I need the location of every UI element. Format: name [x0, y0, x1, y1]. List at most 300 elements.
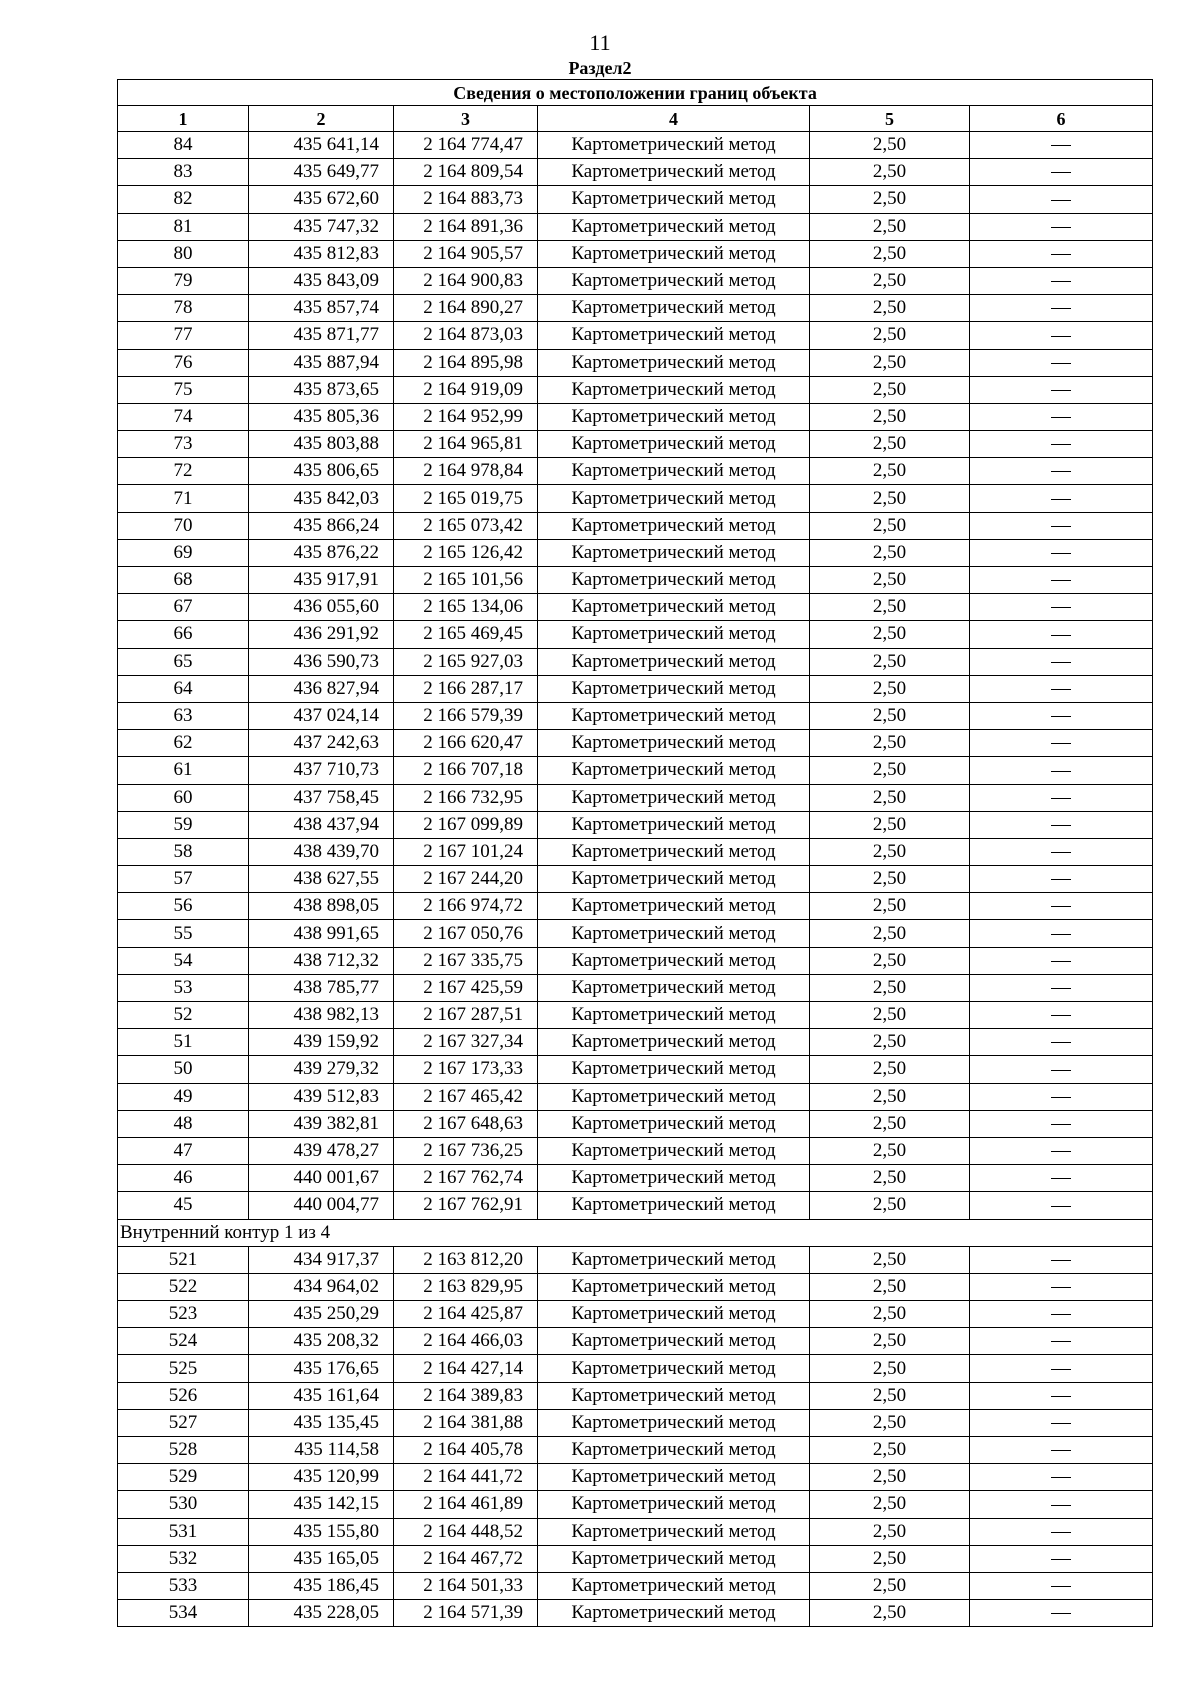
table-row: [118, 240, 1153, 267]
note-cell: [970, 1328, 1153, 1355]
accuracy-cell: 2,50: [810, 1437, 970, 1464]
table-row: [118, 920, 1153, 947]
table-row: [118, 702, 1153, 729]
y-coordinate-cell: 2 167 335,75: [394, 947, 538, 974]
accuracy-cell: 2,50: [810, 1165, 970, 1192]
x-coordinate-cell: 434 917,37: [249, 1246, 394, 1273]
method-cell: Картометрический метод: [538, 1192, 810, 1219]
table-row: [118, 947, 1153, 974]
note-cell: [970, 702, 1153, 729]
dash-mark: [1051, 1015, 1071, 1016]
y-coordinate-cell: 2 166 287,17: [394, 675, 538, 702]
point-number-cell: 51: [118, 1029, 249, 1056]
y-coordinate-cell: 2 164 405,78: [394, 1437, 538, 1464]
table-row: [118, 594, 1153, 621]
table-row: [118, 1572, 1153, 1599]
accuracy-cell: 2,50: [810, 621, 970, 648]
note-cell: [970, 920, 1153, 947]
method-cell: Картометрический метод: [538, 621, 810, 648]
dash-mark: [1051, 1151, 1071, 1152]
table-row: [118, 1029, 1153, 1056]
method-cell: Картометрический метод: [538, 893, 810, 920]
y-coordinate-cell: 2 165 927,03: [394, 648, 538, 675]
accuracy-cell: 2,50: [810, 322, 970, 349]
accuracy-cell: 2,50: [810, 159, 970, 186]
point-number-cell: 532: [118, 1545, 249, 1572]
method-cell: Картометрический метод: [538, 947, 810, 974]
accuracy-cell: 2,50: [810, 1110, 970, 1137]
x-coordinate-cell: 436 291,92: [249, 621, 394, 648]
y-coordinate-cell: 2 164 571,39: [394, 1600, 538, 1627]
note-cell: [970, 1002, 1153, 1029]
method-cell: Картометрический метод: [538, 512, 810, 539]
y-coordinate-cell: 2 166 707,18: [394, 757, 538, 784]
y-coordinate-cell: 2 167 736,25: [394, 1137, 538, 1164]
accuracy-cell: 2,50: [810, 376, 970, 403]
y-coordinate-cell: 2 167 050,76: [394, 920, 538, 947]
dash-mark: [1051, 471, 1071, 472]
method-cell: Картометрический метод: [538, 1545, 810, 1572]
y-coordinate-cell: 2 167 327,34: [394, 1029, 538, 1056]
y-coordinate-cell: 2 166 974,72: [394, 893, 538, 920]
x-coordinate-cell: 436 827,94: [249, 675, 394, 702]
dash-mark: [1051, 716, 1071, 717]
x-coordinate-cell: 435 857,74: [249, 295, 394, 322]
method-cell: Картометрический метод: [538, 431, 810, 458]
y-coordinate-cell: 2 163 829,95: [394, 1273, 538, 1300]
table-row: [118, 403, 1153, 430]
note-cell: [970, 1029, 1153, 1056]
method-cell: Картометрический метод: [538, 458, 810, 485]
x-coordinate-cell: 435 873,65: [249, 376, 394, 403]
accuracy-cell: 2,50: [810, 1382, 970, 1409]
note-cell: [970, 811, 1153, 838]
accuracy-cell: 2,50: [810, 512, 970, 539]
note-cell: [970, 1246, 1153, 1273]
table-row: [118, 267, 1153, 294]
table-row: [118, 811, 1153, 838]
note-cell: [970, 1355, 1153, 1382]
y-coordinate-cell: 2 164 905,57: [394, 240, 538, 267]
accuracy-cell: 2,50: [810, 431, 970, 458]
column-header: 4: [538, 106, 810, 132]
table-row: [118, 1382, 1153, 1409]
accuracy-cell: 2,50: [810, 186, 970, 213]
dash-mark: [1051, 1097, 1071, 1098]
dash-mark: [1051, 227, 1071, 228]
table-row: [118, 866, 1153, 893]
accuracy-cell: 2,50: [810, 1029, 970, 1056]
table-row: [118, 376, 1153, 403]
table-title-row: [118, 80, 1153, 106]
dash-mark: [1051, 1477, 1071, 1478]
dash-mark: [1051, 1423, 1071, 1424]
x-coordinate-cell: 435 161,64: [249, 1382, 394, 1409]
method-cell: Картометрический метод: [538, 648, 810, 675]
method-cell: Картометрический метод: [538, 1246, 810, 1273]
note-cell: [970, 784, 1153, 811]
y-coordinate-cell: 2 164 389,83: [394, 1382, 538, 1409]
table-row: [118, 838, 1153, 865]
note-cell: [970, 267, 1153, 294]
point-number-cell: 61: [118, 757, 249, 784]
x-coordinate-cell: 435 806,65: [249, 458, 394, 485]
note-cell: [970, 1437, 1153, 1464]
page-number: 11: [589, 30, 611, 55]
note-cell: [970, 132, 1153, 159]
dash-mark: [1051, 852, 1071, 853]
table-row: [118, 1301, 1153, 1328]
column-header-row: [118, 106, 1153, 132]
boundary-table: [117, 79, 1153, 1627]
table-row: [118, 1355, 1153, 1382]
table-row: [118, 1083, 1153, 1110]
point-number-cell: 529: [118, 1464, 249, 1491]
y-coordinate-cell: 2 167 099,89: [394, 811, 538, 838]
point-number-cell: 524: [118, 1328, 249, 1355]
x-coordinate-cell: 435 208,32: [249, 1328, 394, 1355]
dash-mark: [1051, 1613, 1071, 1614]
table-row: [118, 458, 1153, 485]
table-row: [118, 1437, 1153, 1464]
dash-mark: [1051, 200, 1071, 201]
x-coordinate-cell: 438 439,70: [249, 838, 394, 865]
note-cell: [970, 730, 1153, 757]
method-cell: Картометрический метод: [538, 159, 810, 186]
dash-mark: [1051, 906, 1071, 907]
boundary-table-body: [118, 80, 1153, 1627]
table-row: [118, 567, 1153, 594]
table-row: [118, 1246, 1153, 1273]
y-coordinate-cell: 2 164 873,03: [394, 322, 538, 349]
note-cell: [970, 1600, 1153, 1627]
table-row: [118, 539, 1153, 566]
y-coordinate-cell: 2 167 762,74: [394, 1165, 538, 1192]
point-number-cell: 527: [118, 1409, 249, 1436]
x-coordinate-cell: 435 165,05: [249, 1545, 394, 1572]
accuracy-cell: 2,50: [810, 920, 970, 947]
accuracy-cell: 2,50: [810, 757, 970, 784]
accuracy-cell: 2,50: [810, 784, 970, 811]
point-number-cell: 75: [118, 376, 249, 403]
table-row: [118, 1491, 1153, 1518]
point-number-cell: 56: [118, 893, 249, 920]
point-number-cell: 66: [118, 621, 249, 648]
table-row: [118, 1165, 1153, 1192]
dash-mark: [1051, 689, 1071, 690]
x-coordinate-cell: 435 186,45: [249, 1572, 394, 1599]
method-cell: Картометрический метод: [538, 376, 810, 403]
dash-mark: [1051, 363, 1071, 364]
accuracy-cell: 2,50: [810, 702, 970, 729]
dash-mark: [1051, 961, 1071, 962]
table-row: [118, 1328, 1153, 1355]
table-row: [118, 893, 1153, 920]
accuracy-cell: 2,50: [810, 240, 970, 267]
x-coordinate-cell: 437 242,63: [249, 730, 394, 757]
accuracy-cell: 2,50: [810, 594, 970, 621]
x-coordinate-cell: 440 004,77: [249, 1192, 394, 1219]
dash-mark: [1051, 1042, 1071, 1043]
point-number-cell: 46: [118, 1165, 249, 1192]
y-coordinate-cell: 2 164 891,36: [394, 213, 538, 240]
x-coordinate-cell: 439 382,81: [249, 1110, 394, 1137]
x-coordinate-cell: 435 887,94: [249, 349, 394, 376]
accuracy-cell: 2,50: [810, 1083, 970, 1110]
method-cell: Картометрический метод: [538, 1491, 810, 1518]
note-cell: [970, 1301, 1153, 1328]
y-coordinate-cell: 2 164 895,98: [394, 349, 538, 376]
table-row: [118, 431, 1153, 458]
method-cell: Картометрический метод: [538, 1382, 810, 1409]
x-coordinate-cell: 439 159,92: [249, 1029, 394, 1056]
note-cell: [970, 1083, 1153, 1110]
x-coordinate-cell: 438 627,55: [249, 866, 394, 893]
accuracy-cell: 2,50: [810, 1572, 970, 1599]
y-coordinate-cell: 2 164 883,73: [394, 186, 538, 213]
x-coordinate-cell: 435 876,22: [249, 539, 394, 566]
point-number-cell: 64: [118, 675, 249, 702]
dash-mark: [1051, 1178, 1071, 1179]
point-number-cell: 68: [118, 567, 249, 594]
method-cell: Картометрический метод: [538, 675, 810, 702]
method-cell: Картометрический метод: [538, 1029, 810, 1056]
x-coordinate-cell: 435 135,45: [249, 1409, 394, 1436]
note-cell: [970, 485, 1153, 512]
x-coordinate-cell: 435 250,29: [249, 1301, 394, 1328]
y-coordinate-cell: 2 166 620,47: [394, 730, 538, 757]
accuracy-cell: 2,50: [810, 1464, 970, 1491]
point-number-cell: 48: [118, 1110, 249, 1137]
x-coordinate-cell: 439 279,32: [249, 1056, 394, 1083]
method-cell: Картометрический метод: [538, 702, 810, 729]
dash-mark: [1051, 1206, 1071, 1207]
table-row: [118, 757, 1153, 784]
method-cell: Картометрический метод: [538, 1083, 810, 1110]
note-cell: [970, 1409, 1153, 1436]
y-coordinate-cell: 2 167 244,20: [394, 866, 538, 893]
point-number-cell: 533: [118, 1572, 249, 1599]
table-row: [118, 974, 1153, 1001]
table-row: [118, 1137, 1153, 1164]
y-coordinate-cell: 2 164 467,72: [394, 1545, 538, 1572]
point-number-cell: 49: [118, 1083, 249, 1110]
y-coordinate-cell: 2 165 134,06: [394, 594, 538, 621]
point-number-cell: 54: [118, 947, 249, 974]
y-coordinate-cell: 2 167 762,91: [394, 1192, 538, 1219]
y-coordinate-cell: 2 165 073,42: [394, 512, 538, 539]
accuracy-cell: 2,50: [810, 1355, 970, 1382]
x-coordinate-cell: 437 710,73: [249, 757, 394, 784]
point-number-cell: 525: [118, 1355, 249, 1382]
y-coordinate-cell: 2 164 427,14: [394, 1355, 538, 1382]
dash-mark: [1051, 1396, 1071, 1397]
table-row: [118, 295, 1153, 322]
dash-mark: [1051, 417, 1071, 418]
note-cell: [970, 567, 1153, 594]
method-cell: Картометрический метод: [538, 1355, 810, 1382]
accuracy-cell: 2,50: [810, 1600, 970, 1627]
note-cell: [970, 376, 1153, 403]
point-number-cell: 523: [118, 1301, 249, 1328]
y-coordinate-cell: 2 164 900,83: [394, 267, 538, 294]
section-title: Раздел2: [568, 58, 632, 78]
note-cell: [970, 866, 1153, 893]
note-cell: [970, 458, 1153, 485]
point-number-cell: 528: [118, 1437, 249, 1464]
dash-mark: [1051, 1124, 1071, 1125]
dash-mark: [1051, 934, 1071, 935]
table-row: [118, 1518, 1153, 1545]
accuracy-cell: 2,50: [810, 458, 970, 485]
note-cell: [970, 349, 1153, 376]
y-coordinate-cell: 2 164 978,84: [394, 458, 538, 485]
method-cell: Картометрический метод: [538, 838, 810, 865]
method-cell: Картометрический метод: [538, 811, 810, 838]
dash-mark: [1051, 1287, 1071, 1288]
point-number-cell: 59: [118, 811, 249, 838]
table-row: [118, 349, 1153, 376]
dash-mark: [1051, 1559, 1071, 1560]
x-coordinate-cell: 435 176,65: [249, 1355, 394, 1382]
dash-mark: [1051, 743, 1071, 744]
note-cell: [970, 947, 1153, 974]
x-coordinate-cell: 435 866,24: [249, 512, 394, 539]
point-number-cell: 53: [118, 974, 249, 1001]
accuracy-cell: 2,50: [810, 1002, 970, 1029]
dash-mark: [1051, 607, 1071, 608]
point-number-cell: 83: [118, 159, 249, 186]
table-row: [118, 159, 1153, 186]
point-number-cell: 534: [118, 1600, 249, 1627]
dash-mark: [1051, 1369, 1071, 1370]
accuracy-cell: 2,50: [810, 893, 970, 920]
accuracy-cell: 2,50: [810, 811, 970, 838]
dash-mark: [1051, 1532, 1071, 1533]
accuracy-cell: 2,50: [810, 295, 970, 322]
note-cell: [970, 893, 1153, 920]
method-cell: Картометрический метод: [538, 1409, 810, 1436]
table-row: [118, 1464, 1153, 1491]
dash-mark: [1051, 662, 1071, 663]
dash-mark: [1051, 1341, 1071, 1342]
dash-mark: [1051, 1260, 1071, 1261]
note-cell: [970, 621, 1153, 648]
accuracy-cell: 2,50: [810, 1301, 970, 1328]
dash-mark: [1051, 1314, 1071, 1315]
method-cell: Картометрический метод: [538, 866, 810, 893]
method-cell: Картометрический метод: [538, 594, 810, 621]
dash-mark: [1051, 988, 1071, 989]
dash-mark: [1051, 771, 1071, 772]
table-row: [118, 1110, 1153, 1137]
point-number-cell: 45: [118, 1192, 249, 1219]
x-coordinate-cell: 436 590,73: [249, 648, 394, 675]
point-number-cell: 521: [118, 1246, 249, 1273]
dash-mark: [1051, 798, 1071, 799]
accuracy-cell: 2,50: [810, 349, 970, 376]
point-number-cell: 47: [118, 1137, 249, 1164]
accuracy-cell: 2,50: [810, 485, 970, 512]
point-number-cell: 67: [118, 594, 249, 621]
x-coordinate-cell: 435 114,58: [249, 1437, 394, 1464]
method-cell: Картометрический метод: [538, 1056, 810, 1083]
y-coordinate-cell: 2 167 465,42: [394, 1083, 538, 1110]
point-number-cell: 50: [118, 1056, 249, 1083]
y-coordinate-cell: 2 164 381,88: [394, 1409, 538, 1436]
contour-label: Внутренний контур 1 из 4: [118, 1219, 1153, 1246]
dash-mark: [1051, 281, 1071, 282]
method-cell: Картометрический метод: [538, 974, 810, 1001]
method-cell: Картометрический метод: [538, 1572, 810, 1599]
table-row: [118, 1545, 1153, 1572]
y-coordinate-cell: 2 167 648,63: [394, 1110, 538, 1137]
table-row: [118, 1600, 1153, 1627]
dash-mark: [1051, 1586, 1071, 1587]
x-coordinate-cell: 437 758,45: [249, 784, 394, 811]
note-cell: [970, 1165, 1153, 1192]
x-coordinate-cell: 435 803,88: [249, 431, 394, 458]
table-row: [118, 730, 1153, 757]
method-cell: Картометрический метод: [538, 186, 810, 213]
column-header: 1: [118, 106, 249, 132]
point-number-cell: 531: [118, 1518, 249, 1545]
y-coordinate-cell: 2 164 965,81: [394, 431, 538, 458]
method-cell: Картометрический метод: [538, 1273, 810, 1300]
note-cell: [970, 295, 1153, 322]
note-cell: [970, 1572, 1153, 1599]
table-row: [118, 1273, 1153, 1300]
note-cell: [970, 1518, 1153, 1545]
y-coordinate-cell: 2 167 425,59: [394, 974, 538, 1001]
y-coordinate-cell: 2 165 469,45: [394, 621, 538, 648]
accuracy-cell: 2,50: [810, 947, 970, 974]
table-row: [118, 1002, 1153, 1029]
note-cell: [970, 512, 1153, 539]
y-coordinate-cell: 2 164 461,89: [394, 1491, 538, 1518]
accuracy-cell: 2,50: [810, 1491, 970, 1518]
x-coordinate-cell: 438 898,05: [249, 893, 394, 920]
point-number-cell: 65: [118, 648, 249, 675]
dash-mark: [1051, 1450, 1071, 1451]
method-cell: Картометрический метод: [538, 349, 810, 376]
x-coordinate-cell: 435 228,05: [249, 1600, 394, 1627]
y-coordinate-cell: 2 164 919,09: [394, 376, 538, 403]
method-cell: Картометрический метод: [538, 403, 810, 430]
x-coordinate-cell: 435 917,91: [249, 567, 394, 594]
accuracy-cell: 2,50: [810, 974, 970, 1001]
method-cell: Картометрический метод: [538, 322, 810, 349]
x-coordinate-cell: 435 649,77: [249, 159, 394, 186]
accuracy-cell: 2,50: [810, 730, 970, 757]
note-cell: [970, 1273, 1153, 1300]
column-header: 3: [394, 106, 538, 132]
note-cell: [970, 403, 1153, 430]
note-cell: [970, 1110, 1153, 1137]
accuracy-cell: 2,50: [810, 1192, 970, 1219]
column-header: 6: [970, 106, 1153, 132]
x-coordinate-cell: 434 964,02: [249, 1273, 394, 1300]
table-row: [118, 1056, 1153, 1083]
y-coordinate-cell: 2 164 466,03: [394, 1328, 538, 1355]
method-cell: Картометрический метод: [538, 240, 810, 267]
note-cell: [970, 648, 1153, 675]
note-cell: [970, 213, 1153, 240]
x-coordinate-cell: 435 747,32: [249, 213, 394, 240]
point-number-cell: 73: [118, 431, 249, 458]
column-header: 5: [810, 106, 970, 132]
method-cell: Картометрический метод: [538, 1165, 810, 1192]
